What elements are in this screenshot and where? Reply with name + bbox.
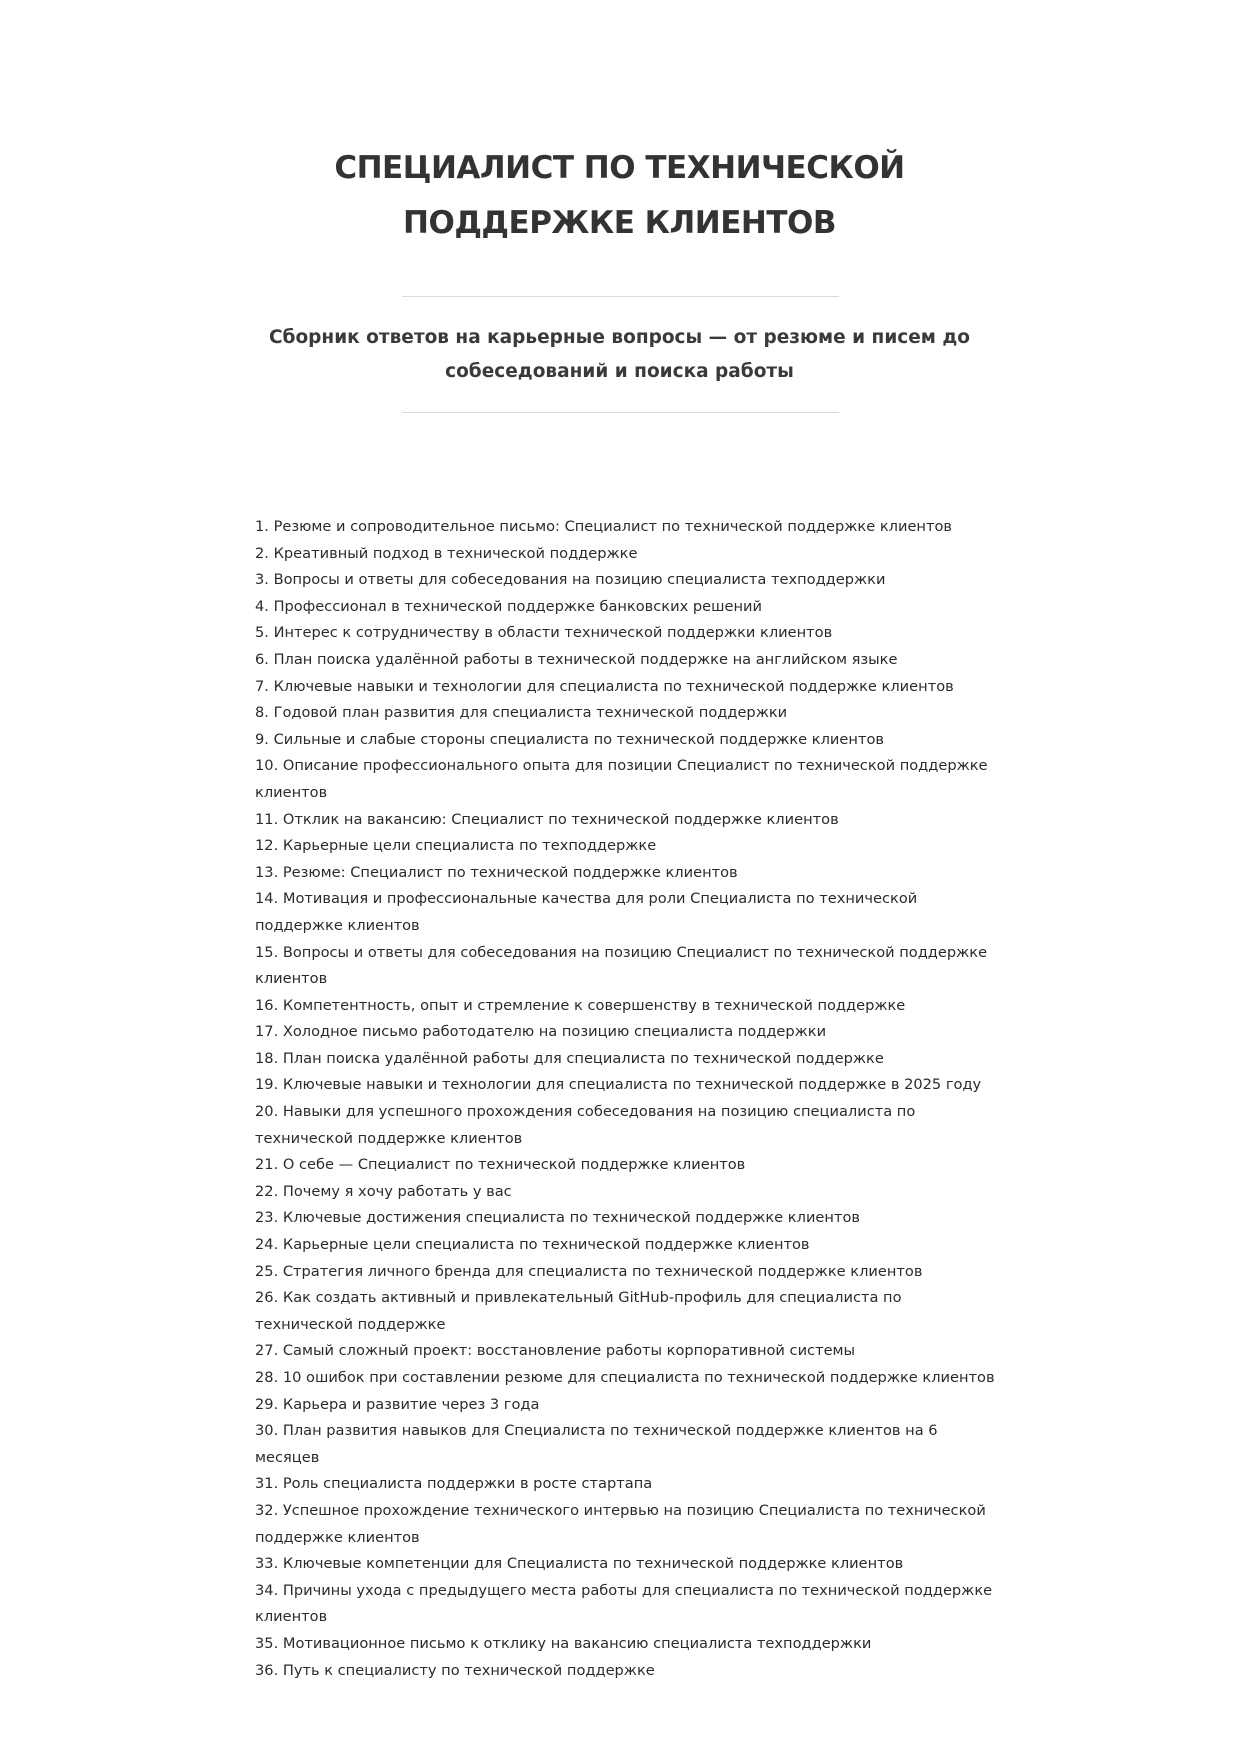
page-title	[220, 141, 1019, 251]
toc-item: 19. Ключевые навыки и технологии для специалиста по технической поддержке в 2025 году	[255, 1076, 982, 1094]
top-divider	[402, 296, 839, 297]
toc-item: 33. Ключевые компетенции для Специалиста по технической поддержке клиентов	[255, 1555, 904, 1573]
toc-item: 24. Карьерные цели специалиста по технической поддержке клиентов	[255, 1236, 810, 1254]
toc-item: 28. 10 ошибок при составлении резюме для специалиста по технической поддержке клиентов	[255, 1369, 995, 1386]
page-subtitle-line-2: собеседований и поиска работы	[445, 361, 794, 382]
toc-item: 25. Стратегия личного бренда для специалиста по технической поддержке клиентов	[255, 1262, 923, 1280]
toc-item: 32. Успешное прохождение технического интервью на позицию Специалиста по технической поддержке клиентов	[255, 1501, 986, 1546]
page-subtitle-line-1: Сборник ответов на карьерные вопросы — от резюме и писем до	[268, 327, 971, 348]
toc-item: 14. Мотивация и профессиональные качества для роли Специалиста по технической поддержке клиентов	[255, 890, 918, 934]
toc-item: 26. Как создать активный и привлекательный GitHub-профиль для специалиста по технической поддержке	[255, 1289, 902, 1333]
toc-item: 29. Карьера и развитие через 3 года	[255, 1395, 540, 1413]
toc-item: 30. План развития навыков для Специалиста по технической поддержке клиентов на 6 месяцев	[255, 1422, 938, 1466]
toc-item: 3. Вопросы и ответы для собеседования на позицию специалиста техподдержки	[255, 571, 886, 589]
toc-item: 31. Роль специалиста поддержки в росте стартапа	[255, 1475, 653, 1493]
toc-item: 16. Компетентность, опыт и стремление к совершенству в технической поддержке	[255, 996, 906, 1014]
toc-item: 2. Креативный подход в технической поддержке	[255, 544, 638, 562]
table-of-contents	[255, 514, 995, 1684]
toc-item: 8. Годовой план развития для специалиста технической поддержки	[255, 704, 788, 722]
toc-item: 4. Профессионал в технической поддержке банковских решений	[255, 597, 762, 615]
toc-item: 6. План поиска удалённой работы в технической поддержке на английском языке	[255, 650, 898, 668]
toc-item: 35. Мотивационное письмо к отклику на вакансию специалиста техподдержки	[255, 1634, 872, 1652]
toc-item: 23. Ключевые достижения специалиста по технической поддержке клиентов	[255, 1209, 860, 1227]
toc-item: 1. Резюме и сопроводительное письмо: Специалист по технической поддержке клиентов	[255, 518, 953, 535]
toc-item: 27. Самый сложный проект: восстановление работы корпоративной системы	[255, 1342, 856, 1360]
toc-item: 17. Холодное письмо работодателю на позицию специалиста поддержки	[255, 1023, 827, 1041]
toc-item: 21. О себе — Специалист по технической поддержке клиентов	[255, 1156, 746, 1174]
toc-item: 13. Резюме: Специалист по технической поддержке клиентов	[255, 863, 738, 881]
toc-item: 11. Отклик на вакансию: Специалист по технической поддержке клиентов	[255, 810, 839, 828]
toc-item: 10. Описание профессионального опыта для позиции Специалист по технической поддержке клиентов	[255, 757, 988, 801]
bottom-divider	[402, 412, 839, 413]
toc-item: 5. Интерес к сотрудничеству в области технической поддержки клиентов	[255, 624, 833, 642]
page-title-line-2: ПОДДЕРЖКЕ КЛИЕНТОВ	[403, 205, 836, 241]
toc-item: 18. План поиска удалённой работы для специалиста по технической поддержке	[255, 1049, 884, 1067]
toc-item: 7. Ключевые навыки и технологии для специалиста по технической поддержке клиентов	[255, 677, 954, 695]
page-subtitle	[260, 321, 979, 389]
toc-item: 12. Карьерные цели специалиста по техподдержке	[255, 837, 657, 855]
page-title-line-1: СПЕЦИАЛИСТ ПО ТЕХНИЧЕСКОЙ	[334, 150, 905, 186]
toc-item: 9. Сильные и слабые стороны специалиста по технической поддержке клиентов	[255, 730, 884, 748]
toc-item: 20. Навыки для успешного прохождения собеседования на позицию специалиста по технической поддержке клиентов	[255, 1103, 916, 1147]
toc-item: 34. Причины ухода с предыдущего места работы для специалиста по технической поддержке клиентов	[255, 1581, 993, 1626]
toc-item: 15. Вопросы и ответы для собеседования на позицию Специалист по технической поддержке клиентов	[255, 943, 988, 988]
toc-item: 22. Почему я хочу работать у вас	[255, 1182, 512, 1200]
toc-item: 36. Путь к специалисту по технической поддержке	[255, 1661, 655, 1679]
